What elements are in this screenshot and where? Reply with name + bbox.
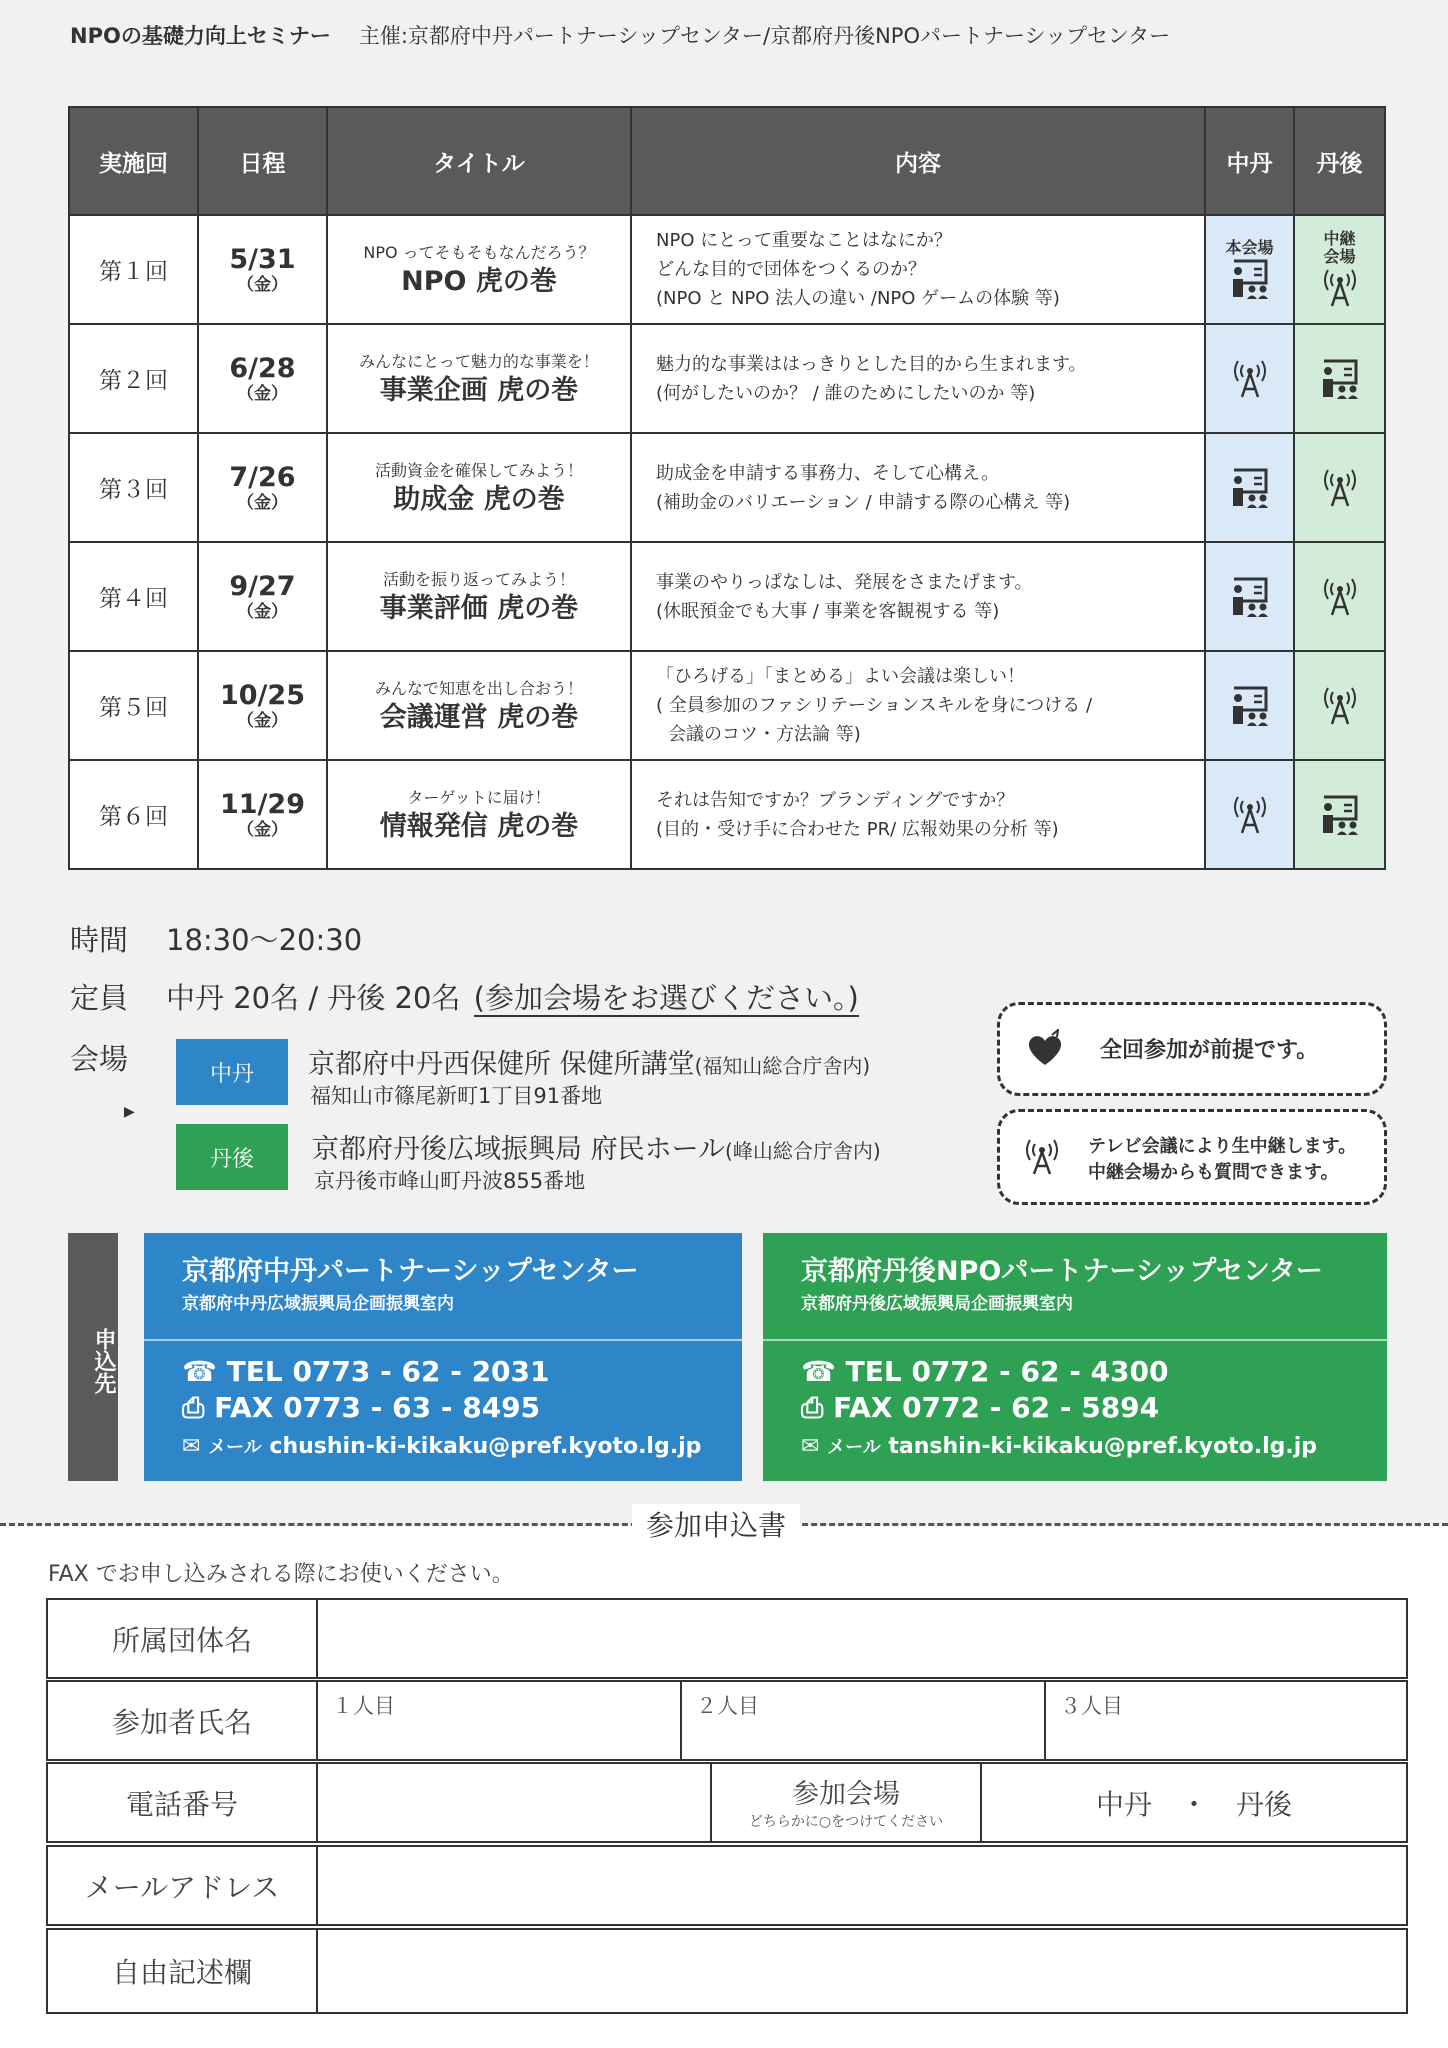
content-line: 会議のコツ・方法論 等) <box>668 724 861 745</box>
schedule-row <box>69 433 1385 542</box>
content-line: どんな目的で団体をつくるのか？ <box>656 259 926 280</box>
date: 9/27 <box>229 570 296 602</box>
heart-icon <box>1024 1029 1066 1069</box>
date-cell <box>198 324 327 433</box>
content-cell <box>631 651 1205 760</box>
date-cell <box>198 651 327 760</box>
relay-antenna-icon <box>1230 793 1270 837</box>
round-cell: 第１回 <box>69 215 198 324</box>
capacity-label: 定員 <box>70 981 129 1015</box>
date-cell <box>198 215 327 324</box>
content-line: ( 全員参加のファシリテーションスキルを身につける / <box>656 695 1093 716</box>
schedule-header-row <box>69 107 1385 215</box>
session-title: 事業企画 虎の巻 <box>379 374 579 406</box>
content-line: 「ひろげる」「まとめる」よい会議は楽しい！ <box>656 666 1025 687</box>
time-label: 時間 <box>70 923 129 957</box>
venue-choice-label: 参加会場 <box>792 1779 900 1810</box>
session-title: NPO 虎の巻 <box>401 265 557 297</box>
arrow-icon: ▶ <box>124 1104 135 1120</box>
lecture-venue-icon <box>1230 257 1270 301</box>
notice-all-text: 全回参加が前提です。 <box>1100 1038 1319 1063</box>
form-row-email <box>46 1845 1408 1926</box>
org-input[interactable] <box>318 1600 1406 1677</box>
lecture-venue-icon <box>1230 684 1270 728</box>
content-line: (何がしたいのか？ / 誰のためにしたいのか 等) <box>656 382 1036 404</box>
weekday: （金） <box>237 274 288 295</box>
person-3-label: ３人目 <box>1060 1694 1123 1718</box>
contact-tango-tel-text: TEL 0772 - 62 - 4300 <box>845 1355 1169 1388</box>
content-cell <box>631 760 1205 869</box>
weekday: （金） <box>237 710 288 731</box>
content-line: (補助金のバリエーション / 申請する際の心構え 等) <box>656 491 1071 513</box>
capacity-value <box>166 976 859 1017</box>
date-cell <box>198 542 327 651</box>
notice-relay-line1: テレビ会議により生中継します。 <box>1088 1136 1357 1157</box>
fax-icon: ⎙ <box>801 1391 834 1424</box>
session-title: 事業評価 虎の巻 <box>379 592 579 624</box>
content-line: 魅力的な事業ははっきりとした目的から生まれます。 <box>656 353 1087 375</box>
session-subtitle: 活動を振り返ってみよう！ <box>382 569 575 589</box>
lecture-venue-icon <box>1230 575 1270 619</box>
form-title: 参加申込書 <box>632 1504 800 1544</box>
capacity-note: (参加会場をお選びください。) <box>473 981 859 1015</box>
header-round: 実施回 <box>69 107 198 215</box>
session-title: 情報発信 虎の巻 <box>379 810 579 842</box>
venue-tango <box>1294 651 1385 760</box>
notice-all-sessions <box>997 1002 1387 1096</box>
form-row-free <box>46 1928 1408 2014</box>
names-label: 参加者氏名 <box>48 1682 318 1759</box>
venue-badge-chutan: 中丹 <box>176 1039 288 1105</box>
contact-chutan-tel-text: TEL 0773 - 62 - 2031 <box>226 1355 550 1388</box>
session-subtitle: ターゲットに届け！ <box>407 787 551 807</box>
org-label: 所属団体名 <box>48 1600 318 1677</box>
venue-badge-tango: 丹後 <box>176 1124 288 1190</box>
venue-note-tango: (峰山総合庁舎内) <box>725 1139 881 1163</box>
content-line: (目的・受け手に合わせた PR/ 広報効果の分析 等) <box>656 818 1059 840</box>
contact-tango-sub: 京都府丹後広域振興局企画振興室内 <box>801 1294 1073 1314</box>
form-row-names <box>46 1680 1408 1761</box>
schedule-row <box>69 542 1385 651</box>
lecture-venue-icon <box>1320 793 1360 837</box>
contact-tango-fax-text: FAX 0772 - 62 - 5894 <box>833 1391 1160 1424</box>
relay-antenna-icon <box>1320 466 1360 510</box>
title-cell <box>327 433 631 542</box>
header-content: 内容 <box>631 107 1205 215</box>
contact-tango-divider <box>763 1339 1387 1341</box>
venue-chutan <box>1205 215 1294 324</box>
session-subtitle: NPO ってそもそもなんだろう？ <box>363 242 595 262</box>
title-cell <box>327 760 631 869</box>
antenna-icon <box>1020 1136 1064 1176</box>
venue-relay-label: 中継会場 <box>1323 228 1356 266</box>
venue-tango <box>1294 760 1385 869</box>
person-1-label: １人目 <box>332 1694 395 1718</box>
content-line: (休眠預金でも大事 / 事業を客観視する 等) <box>656 600 1000 622</box>
contact-chutan-name: 京都府中丹パートナーシップセンター <box>182 1256 639 1287</box>
content-line: それは告知ですか？ブランディングですか？ <box>656 789 1015 811</box>
venue-note-chutan: (福知山総合庁舎内) <box>694 1054 871 1078</box>
lecture-venue-icon <box>1320 357 1360 401</box>
schedule-row <box>69 760 1385 869</box>
notice-relay <box>997 1109 1387 1205</box>
session-subtitle: みんなにとって魅力的な事業を！ <box>359 351 599 371</box>
contact-chutan-sub: 京都府中丹広域振興局企画振興室内 <box>182 1294 454 1314</box>
header-title: タイトル <box>327 107 631 215</box>
date: 7/26 <box>229 461 296 493</box>
person-2-input[interactable] <box>682 1682 1046 1759</box>
person-2-label: ２人目 <box>696 1694 759 1718</box>
relay-antenna-icon <box>1320 266 1360 310</box>
weekday: （金） <box>237 492 288 513</box>
organizer-text: 主催:京都府中丹パートナーシップセンター/京都府丹後NPOパートナーシップセンター <box>358 24 1171 48</box>
contact-tango-mail-address[interactable]: tanshin-ki-kikaku@pref.kyoto.lg.jp <box>888 1434 1318 1459</box>
free-label: 自由記述欄 <box>48 1930 318 2012</box>
venue-choice-label-cell <box>712 1764 982 1841</box>
venue-chutan <box>1205 760 1294 869</box>
fax-icon: ⎙ <box>182 1391 215 1424</box>
round-cell: 第２回 <box>69 324 198 433</box>
contact-chutan-mail[interactable] <box>182 1433 701 1459</box>
round-cell: 第５回 <box>69 651 198 760</box>
form-row-phone <box>46 1762 1408 1843</box>
weekday: （金） <box>237 601 288 622</box>
venue-chutan <box>1205 542 1294 651</box>
contact-chutan-divider <box>144 1339 742 1341</box>
relay-antenna-icon <box>1320 684 1360 728</box>
contact-chutan-mail-address[interactable]: chushin-ki-kikaku@pref.kyoto.lg.jp <box>269 1434 702 1459</box>
venue-address-tango: 京丹後市峰山町丹波855番地 <box>314 1169 586 1193</box>
content-cell <box>631 215 1205 324</box>
content-line: NPO にとって重要なことはなにか？ <box>656 230 952 251</box>
round-cell: 第６回 <box>69 760 198 869</box>
contact-chutan-fax <box>182 1391 540 1425</box>
apply-tab-label: 申込先 <box>91 1328 116 1394</box>
form-row-org <box>46 1598 1408 1679</box>
phone-icon: ☎ <box>182 1355 227 1388</box>
title-cell <box>327 324 631 433</box>
venue-choice-note: どちらかに○をつけてください <box>748 1814 944 1830</box>
content-line: (NPO と NPO 法人の違い /NPO ゲームの体験 等) <box>656 288 1060 309</box>
phone-input[interactable] <box>318 1764 712 1841</box>
email-input[interactable] <box>318 1847 1406 1924</box>
venue-address-chutan: 福知山市篠尾新町1丁目91番地 <box>310 1084 603 1108</box>
session-subtitle: 活動資金を確保してみよう！ <box>374 460 583 480</box>
contact-chutan-tel <box>182 1355 550 1388</box>
mail-label: メール <box>208 1437 262 1458</box>
notice-relay-line2: 中継会場からも質問できます。 <box>1088 1162 1339 1183</box>
round-cell: 第４回 <box>69 542 198 651</box>
time-value: 18:30〜20:30 <box>166 923 363 957</box>
venue-name-chutan-text: 京都府中丹西保健所 保健所講堂 <box>308 1049 695 1080</box>
contact-chutan-fax-text: FAX 0773 - 63 - 8495 <box>214 1391 541 1424</box>
weekday: （金） <box>237 383 288 404</box>
date-cell <box>198 433 327 542</box>
date: 6/28 <box>229 352 296 384</box>
header-chutan: 中丹 <box>1205 107 1294 215</box>
venue-chutan <box>1205 651 1294 760</box>
phone-label: 電話番号 <box>48 1764 318 1841</box>
person-1-input[interactable] <box>318 1682 682 1759</box>
content-line: 助成金を申請する事務力、そして心構え。 <box>656 462 1000 484</box>
venue-tango <box>1294 433 1385 542</box>
mail-icon: ✉ <box>182 1434 209 1459</box>
session-subtitle: みんなで知恵を出し合おう！ <box>374 678 583 698</box>
free-input[interactable] <box>318 1930 1406 2012</box>
venue-main-label: 本会場 <box>1225 237 1274 257</box>
contact-chutan <box>144 1233 742 1481</box>
header-tango: 丹後 <box>1294 107 1385 215</box>
relay-antenna-icon <box>1230 357 1270 401</box>
email-label: メールアドレス <box>48 1847 318 1924</box>
schedule-row <box>69 324 1385 433</box>
date: 10/25 <box>219 679 305 711</box>
contact-tango-mail[interactable] <box>801 1433 1317 1459</box>
title-cell <box>327 542 631 651</box>
date: 11/29 <box>219 788 305 820</box>
content-cell <box>631 542 1205 651</box>
form-intro: FAX でお申し込みされる際にお使いください。 <box>48 1562 514 1587</box>
page-header <box>70 20 1170 50</box>
header-date: 日程 <box>198 107 327 215</box>
venue-label: 会場 <box>70 1042 129 1076</box>
title-cell <box>327 651 631 760</box>
schedule-row <box>69 215 1385 324</box>
contact-tango <box>763 1233 1387 1481</box>
date: 5/31 <box>229 243 296 275</box>
weekday: （金） <box>237 819 288 840</box>
session-title: 助成金 虎の巻 <box>393 483 565 515</box>
content-cell <box>631 433 1205 542</box>
venue-chutan <box>1205 433 1294 542</box>
schedule-table <box>68 106 1386 870</box>
venue-name-chutan <box>308 1042 870 1081</box>
content-line: 事業のやりっぱなしは、発展をさまたげます。 <box>656 571 1033 593</box>
seminar-title: NPOの基礎力向上セミナー <box>70 24 331 48</box>
venue-tango <box>1294 542 1385 651</box>
relay-antenna-icon <box>1320 575 1360 619</box>
capacity-numbers: 中丹 20名 / 丹後 20名 <box>166 981 461 1015</box>
contact-tango-fax <box>801 1391 1159 1425</box>
venue-tango <box>1294 324 1385 433</box>
title-cell <box>327 215 631 324</box>
lecture-venue-icon <box>1230 466 1270 510</box>
mail-label: メール <box>827 1437 881 1458</box>
schedule-row <box>69 651 1385 760</box>
contact-tango-tel <box>801 1355 1169 1388</box>
venue-name-tango-text: 京都府丹後広域振興局 府民ホール <box>312 1134 726 1165</box>
round-cell: 第３回 <box>69 433 198 542</box>
contact-tango-name: 京都府丹後NPOパートナーシップセンター <box>801 1256 1323 1287</box>
phone-icon: ☎ <box>801 1355 846 1388</box>
content-cell <box>631 324 1205 433</box>
venue-chutan <box>1205 324 1294 433</box>
venue-name-tango <box>312 1127 881 1166</box>
venue-tango <box>1294 215 1385 324</box>
date-cell <box>198 760 327 869</box>
venue-choice-options[interactable]: 中丹 ・ 丹後 <box>1095 1787 1292 1821</box>
session-title: 会議運営 虎の巻 <box>379 701 579 733</box>
mail-icon: ✉ <box>801 1434 828 1459</box>
person-3-input[interactable] <box>1046 1682 1406 1759</box>
apply-tab <box>68 1233 118 1481</box>
